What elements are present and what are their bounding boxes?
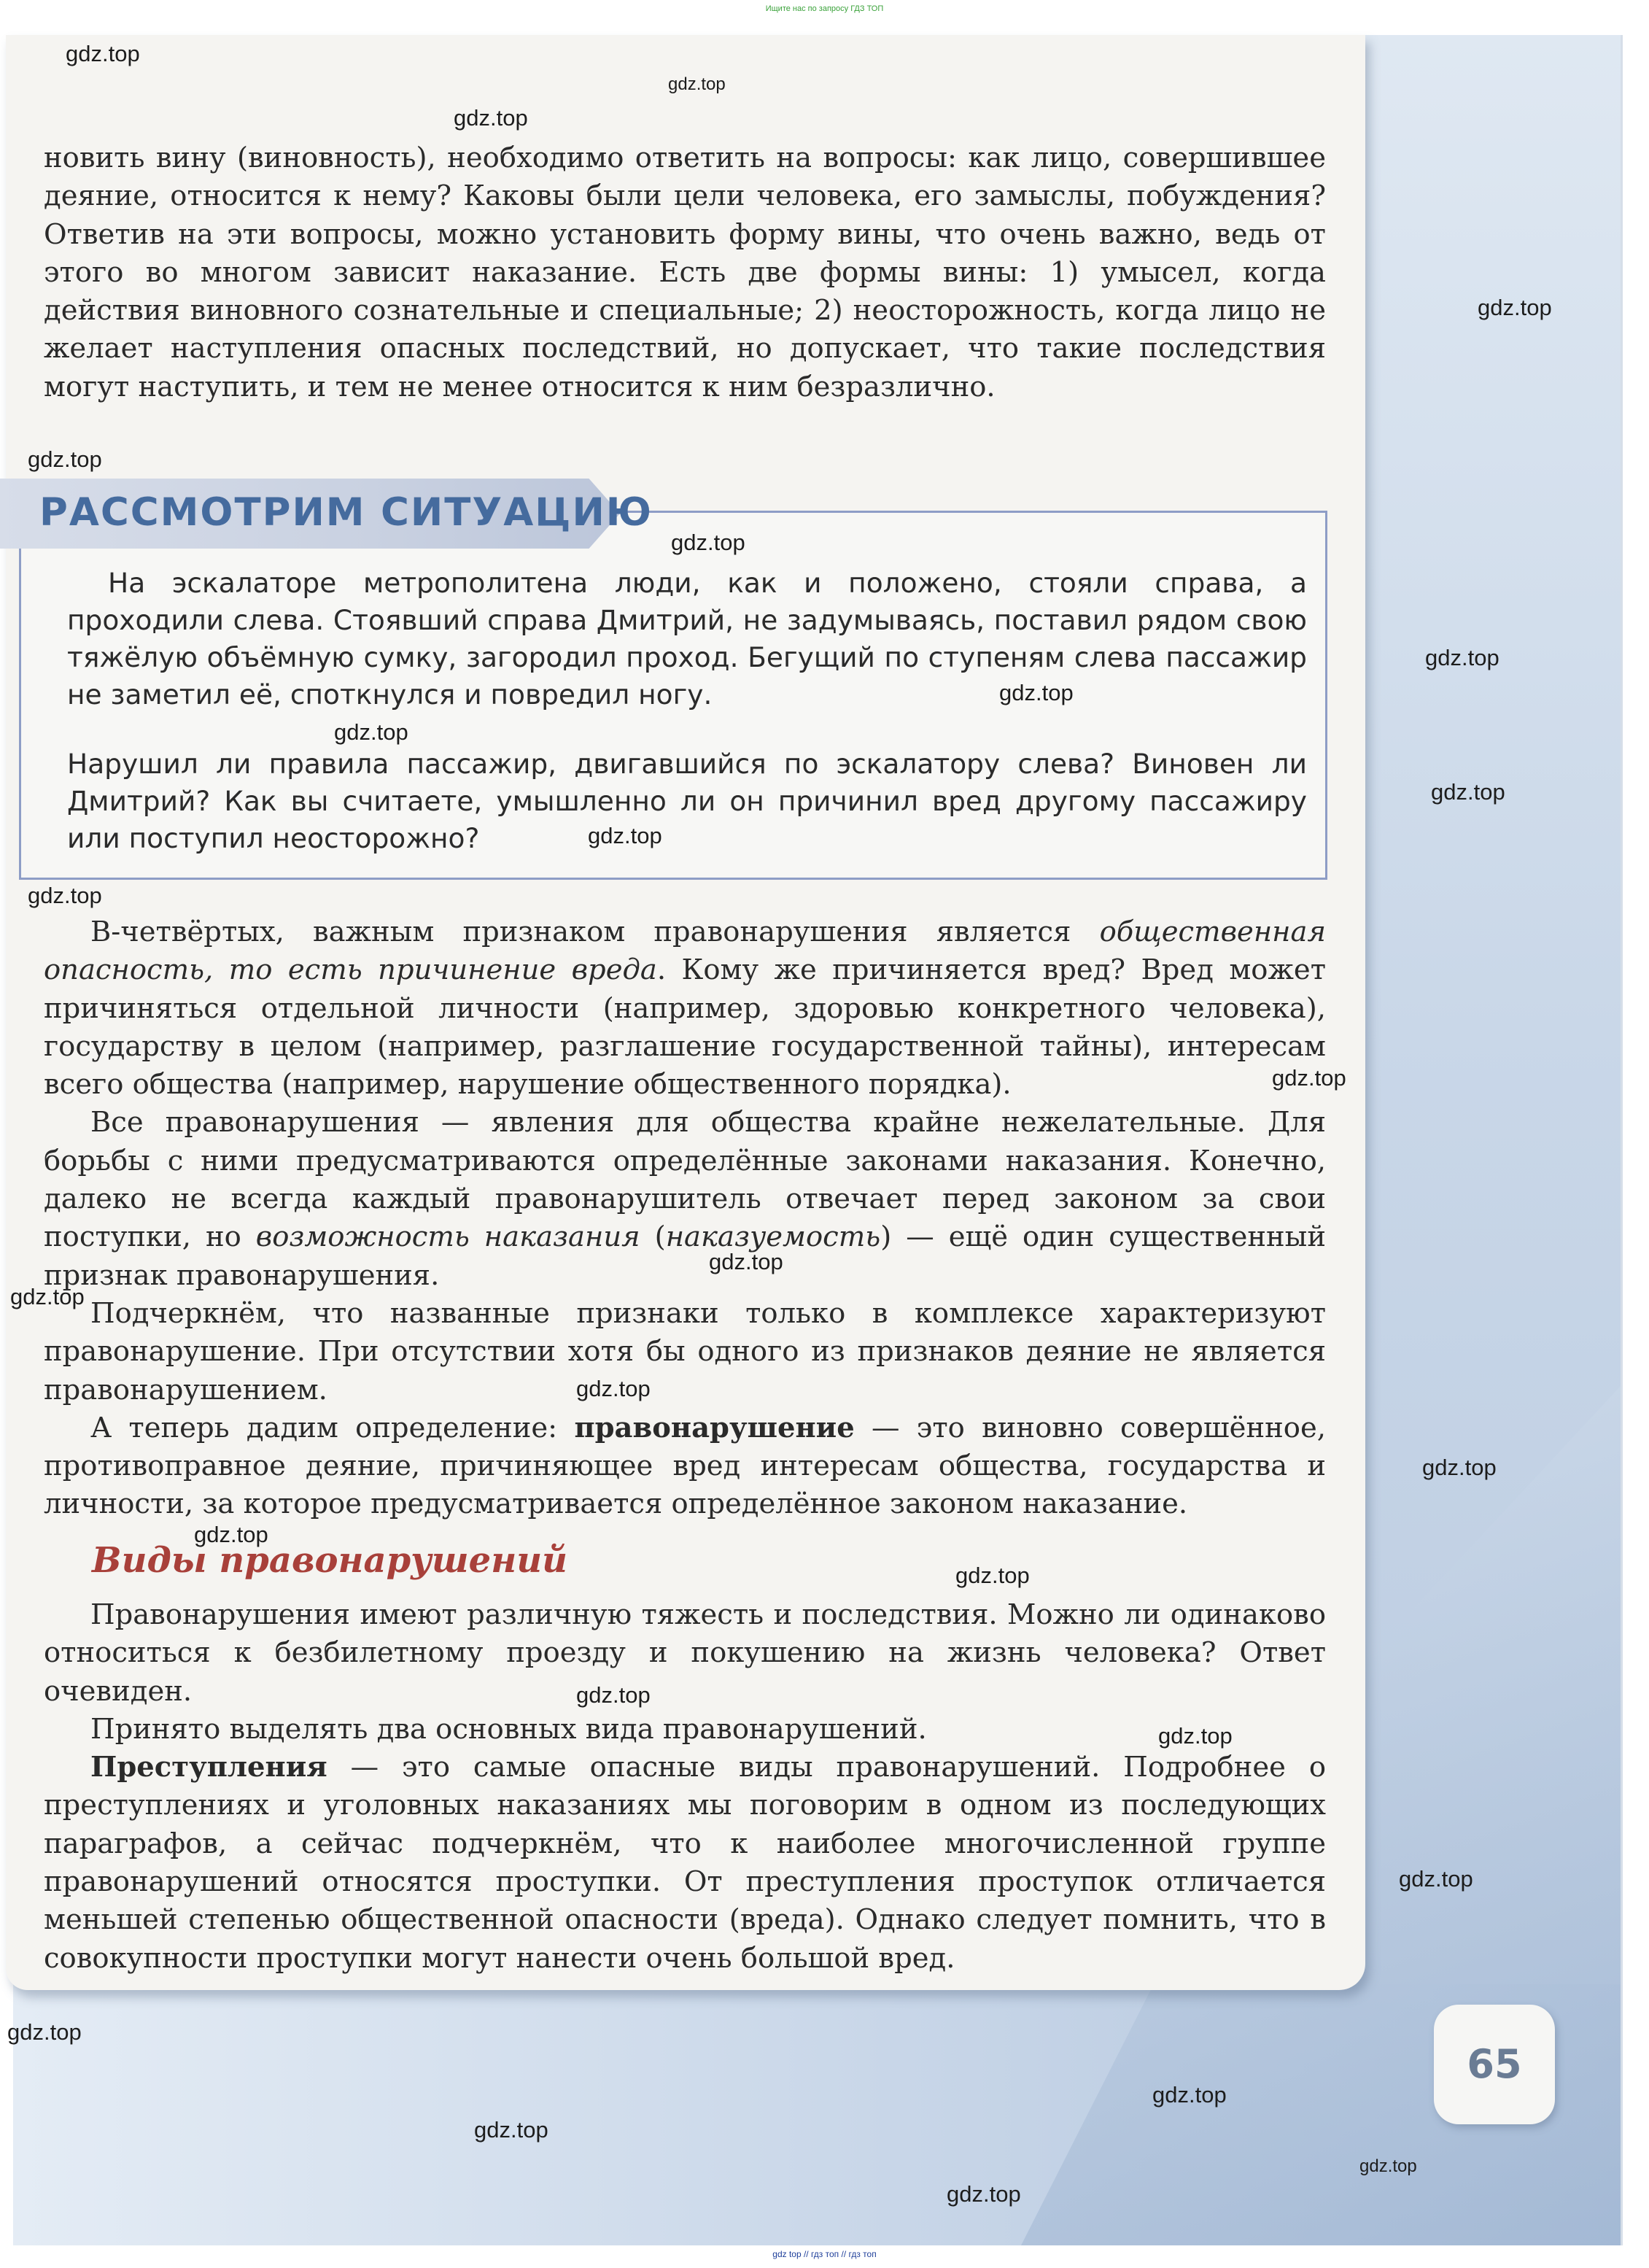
watermark: gdz.top: [576, 1682, 651, 1708]
watermark: gdz.top: [28, 883, 102, 908]
watermark: gdz.top: [576, 1376, 651, 1401]
watermark: gdz.top: [1431, 779, 1505, 805]
watermark: gdz.top: [66, 41, 140, 66]
watermark: gdz.top: [955, 1563, 1030, 1588]
watermark: gdz.top: [999, 680, 1074, 705]
watermark: gdz.top: [474, 2117, 548, 2143]
paragraph-crimes: [44, 1749, 1326, 1978]
paragraph-danger: [44, 913, 1326, 1104]
text-run: — это самые опасные виды правонарушений. Подробнее о преступлениях и уголовных наказаниях мы поговорим в одном из последующих параграфов, а сейчас подчеркнём, что к наиболее многочисленной группе правонарушений относятся проступки. От преступления проступок отличается меньшей степенью общественной опасности (вреда). Однако следует помнить, что в совокупности проступки могут нанести очень большой вред.: [44, 1751, 1326, 1975]
watermark: gdz.top: [668, 74, 726, 94]
situation-title: РАССМОТРИМ СИТУАЦИЮ: [39, 490, 653, 535]
bold-term: Преступления: [90, 1751, 327, 1784]
watermark: gdz.top: [1158, 1723, 1233, 1749]
watermark: gdz.top: [7, 2019, 82, 2045]
italic-term: общественная опасность, то есть причинение вреда: [44, 916, 1326, 987]
watermark: gdz.top: [1425, 645, 1499, 670]
paragraph-severity: Правонарушения имеют различную тяжесть и последствия. Можно ли одинаково относиться к безбилетному проезду и покушению на жизнь человека? Ответ очевиден.: [44, 1598, 1326, 1708]
watermark: gdz.top: [1359, 2156, 1417, 2176]
paragraph-two-types: Принято выделять два основных вида правонарушений.: [90, 1712, 927, 1746]
bold-term: правонарушение: [574, 1411, 855, 1444]
watermark: gdz.top: [1399, 1866, 1473, 1892]
situation-story: На эскалаторе метрополитена люди, как и положено, стояли справа, а проходили слева. Стоявший справа Дмитрий, не задумываясь, поставил рядом свою тяжёлую объёмную сумку, загородил проход. Бегущий по ступеням слева пассажир не заметил её, споткнулся и повредил ногу.: [67, 567, 1307, 711]
paragraph-complex: Подчеркнём, что названные признаки только в комплексе характеризуют правонарушение. При отсутствии хотя бы одного из признаков деяние не является правонарушением.: [44, 1296, 1326, 1406]
page-edge: [1621, 35, 1623, 2245]
section-heading: Виды правонарушений: [92, 1540, 567, 1581]
text-run: . Кому же причиняется вред? Вред может причиняться отдельной личности (например, здоровью конкретного человека), государству в целом (например, разглашение государственной тайны), интересам всего общества (например, нарушение общественного порядка).: [44, 953, 1326, 1102]
watermark: gdz.top: [1272, 1065, 1346, 1091]
paragraph-guilt: новить вину (виновность), необходимо ответить на вопросы: как лицо, совершившее деяние, относится к нему? Каковы были цели человека, его замыслы, побуждения? Ответив на эти вопросы, можно установить форму вины, что очень важно, ведь от этого во многом зависит наказание. Есть две формы вины: 1) умысел, когда действия виновного сознательные и специальные; 2) неосторожность, когда лицо не желает наступления опасных последствий, но допускает, что такие последствия могут наступить, и тем не менее относится к ним безразлично.: [44, 142, 1326, 403]
italic-term: наказуемость: [665, 1220, 881, 1254]
paragraph-definition: [44, 1409, 1326, 1524]
watermark: gdz.top: [1422, 1455, 1497, 1480]
watermark: gdz.top: [709, 1249, 783, 1274]
header-note: Ищите нас по запросу ГДЗ ТОП: [765, 4, 884, 13]
watermark: gdz.top: [454, 105, 528, 131]
watermark: gdz.top: [1152, 2082, 1227, 2108]
text-run: ) — ещё один существенный признак правонарушения.: [44, 1220, 1326, 1292]
text-run: В-четвёртых, важным признаком правонарушения является: [90, 916, 1100, 948]
intro-paragraph: [44, 139, 1326, 406]
signs-section: [44, 913, 1326, 1524]
text-run: (: [640, 1220, 666, 1254]
watermark: gdz.top: [588, 823, 662, 848]
page-number: 65: [1434, 2005, 1555, 2124]
footer-note: gdz top // гдз топ // гдз топ: [772, 2249, 877, 2259]
watermark: gdz.top: [1478, 295, 1552, 320]
italic-term: возможность наказания: [255, 1220, 640, 1254]
text-run: — это виновно совершённое, противоправное деяние, причиняющее вред интересам общества, государства и личности, за которое предусматривается определённое законом наказание.: [44, 1411, 1326, 1521]
paragraph-punishability: [44, 1104, 1326, 1294]
text-run: Все правонарушения — явления для общества крайне нежелательные. Для борьбы с ними предусматриваются определённые законами наказания. Конечно, далеко не всегда каждый правонарушитель отвечает перед законом за свои поступки, но: [44, 1106, 1326, 1254]
types-section: [44, 1596, 1326, 1978]
text-run: А теперь дадим определение:: [90, 1411, 575, 1444]
watermark: gdz.top: [947, 2181, 1021, 2207]
situation-question: Нарушил ли правила пассажир, двигавшийся по эскалатору слева? Виновен ли Дмитрий? Как вы считаете, умышленно ли он причинил вред другому пассажиру или поступил неосторожно?: [67, 748, 1307, 854]
watermark: gdz.top: [28, 446, 102, 472]
watermark: gdz.top: [671, 530, 745, 555]
watermark: gdz.top: [10, 1284, 85, 1309]
watermark: gdz.top: [334, 719, 408, 745]
watermark: gdz.top: [194, 1522, 268, 1547]
